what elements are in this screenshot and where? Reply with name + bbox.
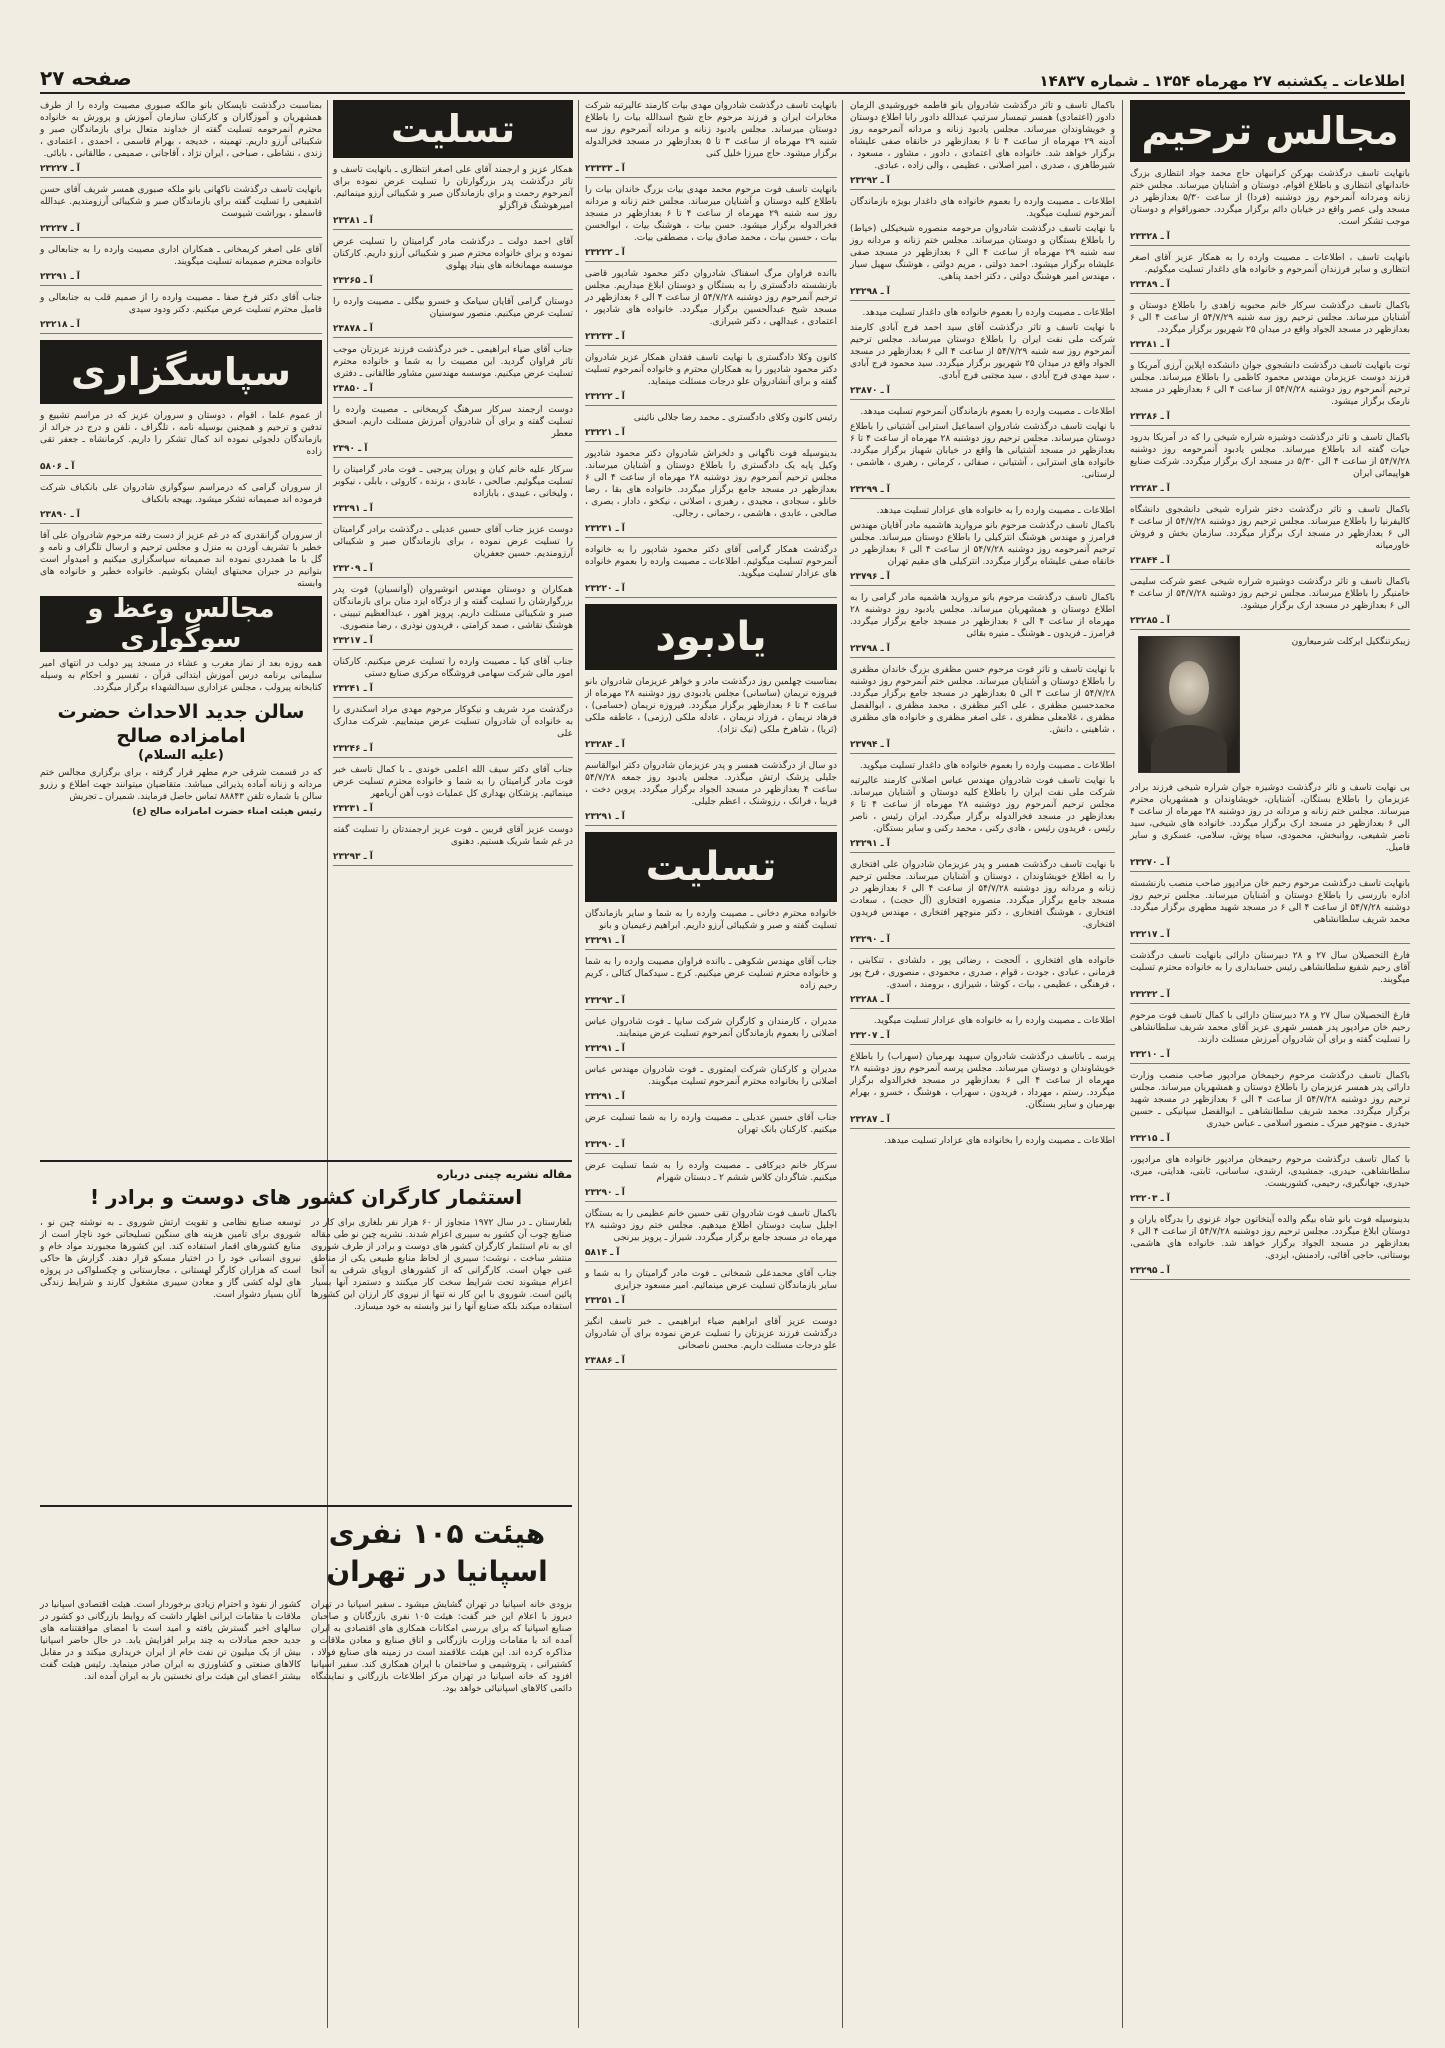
notice-code: آ ـ ۲۳۲۹۹ [850, 484, 1115, 499]
header-rule [40, 92, 1405, 94]
notice-code: آ ـ ۲۳۲۳۱ [585, 523, 837, 538]
notice-code: آ ـ ۲۳۲۹۱ [850, 838, 1115, 853]
notice-code: آ ـ ۲۳۲۱۰ [1130, 1049, 1410, 1064]
notice-text: اطلاعات ـ مصیبت وارده را بعموم بازماندگان آنمرحوم تسلیت میدهد. [860, 407, 1115, 417]
article-china [40, 1160, 572, 1313]
notice-text: باکمال تاسف و تاثر درگذشت دوشیزه شراره شیخی عضو شرکت سلیمی خامنیگر را باطلاع میرساند. مجلس ترحیم روز دوشنبه ۵۴/۷/۲۸ از ساعت ۴ الی ۶ بعدازظهر در مسجد ارک برگزار میشود. [1130, 577, 1410, 611]
article-spain-body: بزودی خانه اسپانیا در تهران گشایش میشود ـ سفیر اسپانیا در تهران دیروز با اعلام این خبر گفت: هیئت ۱۰۵ نفری بازرگانان و صاحبان صنایع اسپانیا که برای بررسی امکانات همکاری های اقتصادی به ایران آمده اند با مقامات وزارت بازرگانی و اتاق صنایع و معادن ملاقات و مذاکره کرده اند. این هیئت علاقمند است در زمینه های صنایع فولاد ، کشتیرانی ، پتروشیمی و ساختمان با ایران همکاری کند. سفیر اسپانیا افزود که خانه اسپانیا در تهران مرکز اطلاعات بازرگانی و نمایشگاه دائمی کالاهای اسپانیائی خواهد بود. [311, 1600, 572, 1694]
notice-code: آ ـ ۲۳۸۷۸ [333, 323, 573, 338]
notice-text: سرکار علیه خانم کیان و پوران پیرجیی ـ فوت مادر گرامیتان را تسلیت میگوئیم. صالحی ، عابدی ، بزنده ، کاروئی ، بابلی ، نیکوبر ، ولیخانی ، عیبدی ، بابازاده [333, 465, 573, 499]
notice-code: آ ـ ۲۳۲۹۵ [1130, 1265, 1410, 1280]
column-rule [1122, 100, 1123, 2028]
notice-text: جناب آقای حسین عدیلی ـ مصیبت وارده را به شما تسلیت عرض میکنیم. کارکنان بانک تهران [585, 1113, 837, 1135]
notice-code: آ ـ ۲۳۲۹۰ [585, 1139, 837, 1154]
notice-text: درگذشت مرد شریف و نیکوکار مرحوم مهدی مراد اسکندری را به خانواده آن شادروان تسلیت عرض مینماییم. شرکت مدارک علی [333, 705, 573, 739]
notice-text: بمناسبت درگذشت ناپسکان بانو مالکه صبوری مصیبت وارده را از طرف همشهریان و آموزگاران و کارکنان سازمان آموزش و پرورش به خانواده محترم آنمرحومه تسلیت گفته از خداوند متعال برای بازماندگان صبر و شکیبائی آرزو داریم. تهمینه ، خدیجه ، بهرام قاسمی ، احمدی ، اعتمادی ، زندی ، نشاطی ، صباحی ، ایران نژاد ، آقاجانی ، صمیمی ، طالقانی ، بابائی. [40, 101, 322, 159]
notice-code: آ ـ ۲۳۹۰ [333, 443, 573, 458]
notice-code: آ ـ ۲۳۲۱۸ [40, 319, 322, 334]
notice-code: آ ـ ۲۳۲۹۸ [850, 286, 1115, 301]
notice-text: باکمال تاسف و تاثر درگذشت شادروان بانو فاطمه خوروشیدی الزمان دادور (اعتمادی) همسر تیمسار سرتیپ عبدالله دادور رابا اطلاع دوستان و خویشاوندان میرساند. مجلس یادبود زنانه و مردانه آنمرحومه روز آدینه ۲۹ مهرماه از ساعت ۴ تا ۶ بعدازظهر در خانقاه صفی علیشاه برگزار خواهد شد. خانواده های اعتمادی ، دادور ، مشاور ، مسعود ، شیرطاهری ، صدری ، امیر اصلانی ، عظیمی ، والی زاده ، عبادی. [850, 101, 1116, 171]
notice-code: آ ـ ۲۳۳۳۳ [585, 163, 837, 178]
notice-text: اطلاعات ـ مصیبت وارده را بعموم خانواده های داغدار تسلیت میدهد. [862, 308, 1115, 318]
notice-text: که در قسمت شرقی حرم مطهر قرار گرفته ، برای برگزاری مجالس ختم مردانه و زنانه آماده پذیرائی میباشد. متقاضیان میتوانند جهت اطلاع و رزرو سالن با شماره تلفن ۸۸۸۴۳ تماس حاصل فرمایند. شمیران ـ تجریش [40, 768, 322, 802]
column-rule [578, 100, 579, 2028]
notice-code: آ ـ ۲۳۲۹۰ [585, 1187, 837, 1202]
notice-text: همکار عزیز و ارجمند آقای علی اصغر انتظاری ـ بانهایت تاسف و تاثر درگذشت پدر بزرگوارتان را تسلیت عرض نموده برای آنمرحوم رحمت و برای بازماندگان صبر و شکیبائی آرزو مینمائیم. امیرهوشنگ قراگزلو [333, 165, 573, 211]
page-number: صفحه ۲۷ [40, 66, 132, 90]
notice-text: با نهایت تاسف درگذشت همسر و پدر عزیزمان شادروان علی افتخاری را به اطلاع خویشاوندان ، دوستان و آشنایان میرساند. مجلس ترحیم زنانه و مردانه روز دوشنبه ۵۴/۷/۲۸ از ساعت ۴ الی ۶ بعدازظهر در مسجد جامع برگزار میگردد. منصوره افتخاری (آل حجت) ، سعادت افتخاری ، هوشنگ افتخاری ، دکتر منوچهر افتخاری ، مهندس فریدون افتخاری. [850, 860, 1116, 930]
notice-text: فارغ التحصیلان سال ۲۷ و ۲۸ دبیرستان دارائی با کمال تاسف فوت مرحوم رحیم خان مرادپور پدر همسر شهری عزیز آقای محمد شریف سلطانشاهی را تسلیت گفته و برای آن شادروان آمرزش مسئلت دارند. [1130, 1011, 1410, 1045]
notice-code: آ ـ ۲۳۸۸۶ [585, 1355, 837, 1370]
notice-code: آ ـ ۲۳۲۹۱ [585, 811, 837, 826]
notice-list [333, 164, 573, 866]
notice-code: آ ـ ۲۳۲۰۷ [850, 1030, 1115, 1045]
notice-text: باکمال تاسف و تاثر درگذشت دوشیزه شراره شیخی را که در آمریکا بدرود حیات گفته اند باطلاع میرساند. مجلس یادبود آنمرحومه روز دوشنبه ۵۴/۷/۲۸ از ساعت ۴ الی ۵/۳۰ در مسجد ارک برگزار میگردد. شرکت صنایع هواپیمائی ایران [1130, 433, 1411, 479]
notice-text: بدینوسیله فوت ناگهانی و دلخراش شادروان دکتر محمود شادپور وکیل پایه یک دادگستری را باطلاع دوستان و آشنایان میرساند. مجلس ترحیم آنمرحوم روز دوشنبه ۲۸ مهرماه از ساعت ۴ الی ۶ بعدازظهر در مسجد جامع برگزار میگردد. خانواده های بقا ، رضا خانلو ، سجادی ، مجیدی ، رهبری ، اصلانی ، نیکخو ، دادار ، بصری ، صالحی ، عابدی ، هاشمی ، رحمانی ، رجالی. [585, 449, 837, 519]
column-rule [327, 100, 328, 2028]
notice-text: پرسه ـ باتاسف درگذشت شادروان سپهبد بهرمیان (سهراب) را باطلاع خویشاوندان و دوستان میرساند. مجلس پرسه آنمرحوم روز دوشنبه ۲۸ مهرماه از ساعت ۴ الی ۶ بعدازظهر در مسجد فخرالدوله برگزار میگردد. رستم ، مهرداد ، فریدون ، سهراب ، هوشنگ ، خسرو ، بهرام بهرمیان و سایر بستگان. [850, 1052, 1115, 1110]
notice-text: بانهایت تاسف درگذشت ناکهانی بانو ملکه صبوری همسر شریف آقای حسن اشفیعی را تسلیت گفته برای بازماندگان صبر و شکیبائی آرزومندیم. عبدالله قاسملو ، بوراشت شیوست [40, 185, 322, 219]
notice-text: درگذشت همکار گرامی آقای دکتر محمود شادپور را به خانواده آنمرحوم تسلیت میگوئیم. اطلاعات ـ مصیبت وارده را بعموم خانواده های عزادار تسلیت میگوید. [585, 545, 837, 579]
notice-code: آ ـ ۲۳۲۸۴ [585, 739, 837, 754]
issue-info: اطلاعات ـ یکشنبه ۲۷ مهرماه ۱۳۵۴ ـ شماره ۱۴۸۳۷ [1039, 72, 1405, 90]
notice-code: آ ـ ۲۳۲۳۷ [40, 223, 322, 238]
notice-text: آقای علی اصغر کریمخانی ـ همکاران اداری مصیبت وارده را به جنابعالی و خانواده محترم صمیمانه تسلیت میگویند. [40, 245, 322, 267]
notice-text: اطلاعات ـ مصیبت وارده را بخانواده های عزادار تسلیت میدهد. [884, 1136, 1115, 1146]
notice-text: همکاران و دوستان مهندس انوشیروان (آوانسیان) فوت پدر بزرگوارشان را تسلیت گفته و از درگاه ایزد منان برای بازماندگان صبر و شکیبائی مسئلت داریم. پرویز اهور ، عبدالعظیم تبیینی ، هوشنگ نقاشی ، صمد کرامتی ، فریدون نوذری ، رضا منصوری. [333, 585, 573, 631]
notice-text: بمناسبت چهلمین روز درگذشت مادر و خواهر عزیزمان شادروان بانو فیروزه نریمان (ساسانی) مجلس یادبودی روز دوشنبه ۲۸ مهرماه از ساعت ۴ تا ۶ بعدازظهر برگزار میگردد. فیروزه نریمان (حسامی) ، فرهاد نریمان ، فرزاد نریمان ، عادله ملکی (رزمی) ، عاطفه ملکی (ثریا) ، شاهرخ ملکی (نیک نژاد). [585, 677, 837, 735]
notice-code: آ ـ ۲۳۲۳۱ [333, 803, 573, 818]
column-rule [842, 100, 843, 2028]
notice-text: بانهایت تاسف درگذشت شادروان مهدی بیات کارمند عالیرتبه شرکت مخابرات ایران و فرزند مرحوم حاج شیخ اسدالله بیات را باطلاع دوستان میرساند. مجلس یادبود زنانه و مردانه آنمرحوم روز سه شنبه ۲۹ مهرماه از ساعت ۳ تا ۵ بعدازظهر در مسجد فخرالدوله برگزار میشود. حاج میرزا خلیل کنی [585, 101, 837, 159]
notice-code: آ ـ ۲۳۲۴۱ [333, 683, 573, 698]
notice-text: خانواده های افتخاری ، آلحجت ، رضائی پور ، دلشادی ، تنکابنی ، فرمانی ، عبادی ، جودت ، قوام ، صدری ، محمودی ، منصوری ، فرخ پور ، فرهنگی ، عظیمی ، بیات ، کوشا ، شیرازی ، برومند ، اسدی. [850, 956, 1115, 990]
notice-code: آ ـ ۵۸۰۶ [40, 461, 322, 476]
notice-text: جناب آقای کیا ـ مصیبت وارده را تسلیت عرض میکنیم. کارکنان امور مالی شرکت سهامی فروشگاه مرکزی صنایع دستی [333, 657, 573, 679]
notice-code: آ ـ ۲۳۲۱۵ [1130, 1133, 1410, 1148]
notice-code: آ ـ ۲۳۲۲۰ [585, 583, 837, 598]
photo-block [1130, 636, 1410, 776]
notice-text: جناب آقای دکتر سیف الله اعلمی خوندی ـ با کمال تاسف خبر فوت مادر گرامیتان را به شما و خانواده محترم تسلیت عرض مینمائیم. پزشکان بهداری کل عملیات ذوب آهن آریامهر [333, 765, 573, 799]
notice-text: با نهایت تاسف درگذشت شادروان مرحومه منصوره شیخیکلی (خیاط) را باطلاع بستگان و دوستان میرساند. مجلس ختم زنانه و مردانه روز سه شنبه ۲۹ مهرماه از ساعت ۴ الی ۶ بعدازظهر در مسجد صفی علیشاه برگزار میشود. احمد دولتی ، مریم دولتی ، هوشنگ سهیل سیار ، مهندس امیر هوشنگ دولتی ، دکتر احمد پناهی. [850, 224, 1116, 282]
notice-code: آ ـ ۵۸۱۴ [585, 1247, 837, 1262]
notice-code: آ ـ ۲۳۸۹۰ [40, 509, 322, 524]
notice-code: آ ـ ۲۳۲۴۶ [333, 743, 573, 758]
notice-code: آ ـ ۲۳۲۲۷ [40, 163, 322, 178]
notice-code: آ ـ ۲۳۷۹۶ [850, 571, 1115, 586]
notice-code: آ ـ ۲۳۳۸۹ [1130, 279, 1410, 294]
page-header [40, 60, 1405, 90]
notice-list [585, 100, 837, 598]
article-spain [40, 1505, 572, 1695]
notice-code: آ ـ ۲۳۲۸۸ [850, 994, 1115, 1009]
column-majales-tarhim [1130, 100, 1410, 1286]
notice-code: آ ـ ۲۳۲۰۳ [1130, 1193, 1410, 1208]
notice-text: همه روزه بعد از نماز مغرب و عشاء در مسجد پیر دولب در انتهای امیر سلیمانی برنامه درس آموزش ابتدائی قرآن ، تفسیر و احکام به وسیله کتابخانه پیرولب ، مجلس عزاداری سیدالشهداء برگزار میگردد. [40, 659, 322, 693]
notice-text: دوست عزیز آقای قربین ـ فوت عزیز ارجمندتان را تسلیت گفته در غم شما شریک هستیم. دهنوی [333, 825, 573, 847]
notice-code: آ ـ ۲۳۲۳۳ [585, 331, 837, 346]
notice-text: خانواده محترم دخانی ـ مصیبت وارده را به شما و سایر بازماندگان تسلیت گفته و صبر و شکیبائی آرزو داریم. ابراهیم زعیمیان و بانو [585, 909, 837, 931]
notice-text: بانهایت تاسف درگذشت بهرکن کرانبهان حاج محمد جواد انتظاری بزرگ خاندانهای انتظاری و باطلاع اقوام، دوستان و آشنایان میرساند. مجلس ختم زنانه ومردانه آنمرحوم روز دوشنبه (فردا) از ساعت ۵/۳۰ بعدازظهر در مسجد ولی عصر واقع در خیابان دائم برگزار میگردد. حضوراقوام و دوستان موجب تشکر است. [1130, 169, 1410, 227]
notice-text: باکمال تاسف درگذشت مرحوم بانو مروارید هاشمیه مادر گرامی را به اطلاع دوستان و همشهریان میرساند. مجلس یادبود روز دوشنبه ۲۸ مهرماه از ساعت ۴ الی ۶ بعدازظهر در مسجد جامع برگزار میگردد. فرامرز ـ فریدون ـ هوشنگ ـ منیره بقائی [850, 593, 1115, 639]
notice-code: آ ـ ۲۳۲۸۳ [1130, 483, 1410, 498]
section-banner-yadbood: یادبود [585, 604, 837, 670]
notice-text: با نهایت تاسف و تاثر درگذشت آقای سید احمد فرج آبادی کارمند شرکت ملی نفت ایران را باطلاع دوستان میرساند. مجلس ترحیم آنمرحوم روز سه شنبه ۵۴/۷/۲۹ از ساعت ۴ الی ۶ بعدازظهر در مسجد الجواد واقع در میدان ۲۵ شهریور برگزار میگردد. سید محمود فرج آبادی ، سید مهدی فرج آبادی ، سید مجتبی فرج آبادی. [850, 323, 1116, 381]
notice-code: آ ـ ۲۳۲۵۱ [585, 1295, 837, 1310]
heading-imamzadeh-saleh-sub: (علیه السلام) [138, 748, 224, 763]
notice-code: آ ـ ۲۳۲۹۱ [333, 503, 573, 518]
notice-text: رئیس کانون وکلای دادگستری ـ محمد رضا جلالی نائینی [633, 413, 837, 423]
notice-text: باکمال تاسف درگذشت سرکار خانم محبوبه زاهدی را باطلاع دوستان و آشنایان میرساند. مجلس ترحیم روز سه شنبه ۵۴/۷/۲۹ از ساعت ۴ الی ۶ بعدازظهر در مسجد الجواد واقع در میدان ۲۵ شهریور برگزار میگردد. [1130, 301, 1411, 335]
notice-text: کانون وکلا دادگستری با نهایت تاسف فقدان همکار عزیز شادروان دکتر محمود شادپور را به همکاران محترم و خانواده آنمرحوم تسلیت گفته و برای آنشادروان علو درجات مسئلت مینماید. [585, 353, 837, 387]
notice-list [40, 410, 322, 590]
notice-code: آ ـ ۲۳۲۹۱ [585, 1043, 837, 1058]
section-banner-tasliat-top: تسلیت [333, 100, 573, 158]
notice-code: آ ـ ۲۳۲۹۰ [850, 934, 1115, 949]
notice-text: بانهایت تاسف ، اطلاعات ـ مصیبت وارده را به همکار عزیز آقای اصغر انتظاری و سایر فرزندان آنمرحوم و خانواده های داغدار تسلیت میگوئیم. [1130, 253, 1410, 275]
notice-text: دو سال از درگذشت همسر و پدر عزیزمان شادروان دکتر ابوالقاسم جلیلی پزشک ارتش میگذرد. مجلس یادبود روز جمعه ۵۴/۷/۲۸ ساعت ۴ بعدازظهر در مسجد الجواد برگزار میگردد. پروین دخت ، فریبا ، فرانک ، رزوشنک ، اعظم جلیلی. [585, 761, 837, 807]
notice-code: آ ـ ۲۳۲۰۹ [333, 563, 573, 578]
notice-text: اطلاعات ـ مصیبت وارده را به خانواده های عزادار تسلیت میگوید. [873, 1016, 1115, 1026]
notice-text: باکمال تاسف فوت شادروان تقی حسین خانم عظیمی را به بستگان اجلیل سایت دوستان اطلاع میدهیم. مجلس ختم روز دوشنبه ۲۸ مهرماه در مسجد جامع برگزار میگردد. شیراز ـ پرویز بیرنجی [585, 1209, 837, 1243]
notice-code: آ ـ ۲۳۳۲۸ [1130, 231, 1410, 246]
notice-code: آ ـ ۲۳۲۹۳ [333, 851, 573, 866]
notice-text: مدیران ، کارمندان و کارگران شرکت سایپا ـ فوت شادروان عباس اصلانی را بعموم بازماندگان آنمرحوم تسلیت عرض مینمایند. [585, 1017, 837, 1039]
section-banner-sepasgozari: سپاسگزاری [40, 340, 322, 404]
notice-text: توت بانهایت تاسف درگذشت دانشجوی جوان دانشکده اپلاین آرزی آمریکا و فرزند دوست عزیزمان مهندس محمود کاظمی را باطلاع میرساند. مجلس ترحیم آنمرحوم روز دوشنبه ۵۴/۷/۲۸ از ساعت ۴ الی ۶ بعدازظهر در مسجد نارمک برگزار میشود. [1130, 361, 1411, 407]
notice-text: جناب آقای دکتر فرخ صفا ـ مصیبت وارده را از صمیم قلب به جنابعالی و فامیل محترم تسلیت عرض میکنیم. دکتر ودود سیدی [40, 293, 322, 315]
article-spain-title: هیئت ۱۰۵ نفری اسپانیا در تهران [326, 1517, 548, 1588]
notice-text: باکمال تاسف درگذشت مرحوم بانو مروارید هاشمیه مادر آقایان مهندس فرامرز و مهندس هوشنگ انترکیلی را باطلاع دوستان میرساند. مجلس ترحیم آنمرحومه روز دوشنبه ۵۴/۷/۲۸ از ساعت ۴ الی ۶ بعدازظهر در خانقاه صفی علیشاه برگزار میگردد. انترکیلی های مقیم تهران [850, 521, 1115, 567]
notice-text: دوست عزیز جناب آقای حسین عدیلی ـ درگذشت برادر گرامیتان را تسلیت عرض نموده ، برای بازماندگان صبر و شکیبائی آرزومندیم. حسین جعفریان [333, 525, 573, 559]
notice-text: فارغ التحصیلان سال ۲۷ و ۲۸ دبیرستان دارائی بانهایت تاسف درگذشت آقای رحیم شفیع سلطانشاهی رئیس حسابداری را به خانواده محترم تسلیت میگویند. [1130, 951, 1410, 985]
notice-list [1130, 168, 1410, 630]
notice-text: باکمال تاسف و تاثر درگذشت دختر شراره شیخی دانشجوی دانشگاه کالیفرنیا را باطلاع میرساند. مجلس ترحیم روز دوشنبه ۵۴/۷/۲۸ از ساعت ۴ الی ۶ بعدازظهر در مسجد ارک برگزار میگردد. سازمان بخش و فروش خاورمیانه [1130, 505, 1410, 551]
article-kicker: مقاله نشریه چینی درباره [436, 1168, 572, 1181]
section-banner-tasliat: تسلیت [585, 832, 837, 902]
notice-list [40, 658, 322, 694]
notice-code: آ ـ ۲۳۲۷۰ [1130, 857, 1410, 872]
notice-text: با نهایت تاسف و تاثر فوت مرحوم حسن مظفری بزرگ خاندان مظفری را باطلاع دوستان و آشنایان میرساند. مجلس ختم آنمرحوم روز دوشنبه ۵۴/۷/۲۸ از ساعت ۳ الی ۵ بعدازظهر در مسجد جامع برگزار میگردد. محمدحسین مظفری ، علی اکبر مظفری ، محمد مظفری ، ابوالفضل مظفری ، غلامعلی مظفری ، علی اصغر مظفری و خانواده های مظفری ، شاهینی ، دانش. [850, 665, 1116, 735]
column-5 [40, 100, 322, 821]
notice-code: آ ـ ۲۳۲۸۱ [333, 215, 573, 230]
notice-code: آ ـ ۲۳۸۵۰ [333, 383, 573, 398]
section-banner-vaz: مجالس وعظ و سوگواری [40, 596, 322, 652]
notice-text: از سروران گرانقدری که در غم عزیز از دست رفته مرحوم شادروان علی آقا خطیر با تشریف آوردن به منزل و مجلس ترحیم و ارسال تلگراف و نامه و گل با ما همدردی نموده اند صمیمانه سپاسگزاری میکنیم و امیدوار است بتوانیم در جبران محبتهای ایشان بکوشیم. خانواده خطیر و خانواده های وابسته [40, 531, 322, 589]
notice-text: بانهایت تاسف درگذشت مرحوم رحیم خان مرادپور صاحب منصب بازنشسته اداره بازرسی را باطلاع دوستان و آشنایان میرساند. مجلس ترحیم روز دوشنبه ۵۴/۷/۲۸ از ساعت ۴ الی ۶ در مسجد شهید مطهری برگزار میگردد. محمد شریف سلطانشاهی [1130, 879, 1411, 925]
notice-text: باانده فراوان مرگ اسفناک شادروان دکتر محمود شادپور قاضی بازنشسته دادگستری را به بستگان و دوستان ابلاغ میداریم. مجلس ترحیم آنمرحوم روز دوشنبه ۵۴/۷/۲۸ از ساعت ۴ الی ۶ بعدازظهر در مسجد شیخ عبدالحسین برگزار میگردد. خانواده های شادپور ، اعتمادی ، عبدالهی ، دکتر شیرازی. [585, 269, 837, 327]
notice-list [585, 908, 837, 1370]
section-banner-majales-tarhim: مجالس ترحیم [1130, 100, 1410, 162]
notice-code: آ ـ ۲۳۸۷۰ [850, 385, 1115, 400]
notice-text: دوست ارجمند سرکار سرهنگ کریمخانی ـ مصیبت وارده را تسلیت گفته و برای آن شادروان آمرزش مسئلت داریم. اسحق معطر [333, 405, 573, 439]
notice-text: سرکار خانم دیرکافی ـ مصیبت وارده را به شما تسلیت عرض میکنیم. شاگردان کلاس ششم ۲ ـ دبستان شهرام [585, 1161, 837, 1183]
notice-text: جناب آقای مهندس شکوهی ـ باانده فراوان مصیبت وارده را به شما و خانواده محترم تسلیت عرض میکنیم. کرج ـ سیدکمال کتالی ، کریم رحیم زاده [585, 957, 837, 991]
article-title: استثمار کارگران کشور های دوست و برادر ! [89, 1185, 523, 1209]
notice-text: اطلاعات ـ مصیبت وارده را به خانواده های عزادار تسلیت میدهد. [876, 506, 1115, 516]
notice-text: دوست عزیز آقای ابراهیم ضیاء ابراهیمی ـ خبر تاسف انگیز درگذشت فرزند عزیزتان را تسلیت عرض نموده برای آن شادروان علو درجات مسئلت داریم. محسن ناصحانی [585, 1317, 837, 1351]
notice-text: دوستان گرامی آقایان سیامک و خسرو بیگلی ـ مصیبت وارده را تسلیت عرض میکنیم. منصور سوسنیان [333, 297, 573, 319]
notice-code: آ ـ ۲۳۲۳۲ [1130, 989, 1410, 1004]
portrait-photo [1138, 636, 1240, 773]
article-body-right: بلغارستان ـ در سال ۱۹۷۲ متجاوز از ۶۰ هزار نفر بلغاری برای کار در صنایع چوب آن کشور به سیبری اعزام شدند. نشریه چین نو طی مقاله ای به نام استثمار کارگران کشور های دوست و برادر از طرف شوروی منتشر ساخت ، نوشت: سیبری از لحاظ منابع طبیعی یکی از مناطق غنی جهان است. کارگرانی که از کشورهای اروپای شرقی به آنجا اعزام میشوند تحت شرایط سخت کار میکنند و دستمزد آنها بسیار پائین است. شوروی با این کار نه تنها از نیروی کار ارزان این کشورها استفاده میکند بلکه صنایع آنها را نیز وابسته به خود میسازد. [311, 1218, 573, 1312]
notice-list [40, 100, 322, 334]
article-spain-body2: کشور از نفوذ و احترام زیادی برخوردار است. هیئت اقتصادی اسپانیا در ملاقات با مقامات ایرانی اظهار داشت که روابط بازرگانی دو کشور در سالهای اخیر گسترش یافته و امید است با امضای موافقتنامه های جدید حجم مبادلات به چند برابر افزایش یابد. در حال حاضر اسپانیا بیش از یک میلیون تن نفت خام از ایران خریداری میکند و در مقابل کالاهای صنعتی و کشاورزی به ایران صادر مینماید. رئیس هیئت گفت بیشتر اعضای این هیئت برای نخستین بار به ایران آمده اند. [40, 1600, 301, 1682]
notice-text: بی نهایت تاسف و تاثر درگذشت دوشیزه جوان شراره شیخی فرزند برادر عزیزمان را باطلاع بستگان، آشنایان، خویشاوندان و همشهریان محترم میرساند. مجلس ختم زنانه و مردانه در روز دوشنبه ۲۸ مهرماه از ساعت ۴ الی ۶ بعدازظهر در مسجد ارک برگزار میگردد. خانواده های شیخی، سید ناصر شفیعی، روانبخش، محمودی، سیاه پوش، سلامی، عسکری و سایر فامیل. [1130, 783, 1411, 853]
notice-text: اطلاعات ـ مصیبت وارده را بعموم خانواده های داغدار تسلیت میگوید. [859, 761, 1115, 771]
article-body-left: توسعه صنایع نظامی و تقویت ارتش شوروی ـ به نوشته چین نو ، شوروی برای تامین هزینه های سنگین تسلیحاتی خود ناچار است از منابع کشورهای اقمار استفاده کند. این کشورها مجبورند مواد خام و نیروی انسانی خود را در اختیار مسکو قرار دهند. گزارش ها حاکی است که هزاران کارگر لهستانی ، مجارستانی و چکسلواکی در پروژه های لوله کشی گاز و معادن سیبری مشغول کارند و شرایط زندگی آنان بسیار دشوار است. [40, 1218, 301, 1300]
notice-code: آ ـ ۲۳۲۸۶ [1130, 411, 1410, 426]
notice-code: آ ـ ۲۳۸۴۴ [1130, 555, 1410, 570]
photo-caption: زیبکرتنگکیل ایرکلت شرمیعارون [1291, 637, 1410, 647]
notice-code: آ ـ ۲۳۲۱۷ [333, 635, 573, 650]
notice-text: اطلاعات ـ مصیبت وارده را بعموم خانواده های داغدار بویژه بازماندگان آنمرحوم تسلیت میگوید. [850, 197, 1115, 219]
notice-text: با نهایت تاسف درگذشت شادروان اسماعیل استرابی آشتیانی را باطلاع دوستان میرساند. مجلس ترحیم روز دوشنبه ۲۸ مهرماه از ساعت ۴ تا ۶ بعدازظهر در مسجد آشتیانی ها واقع در خیابان شهباز برگزار میگردد. خانواده های استرابی ، آشتیانی ، صفائی ، کرمانی ، رهبری ، هاشمی ، لرستانی. [850, 422, 1115, 480]
notice-code: آ ـ ۲۳۲۸۷ [850, 1114, 1115, 1129]
notice-text: آقای احمد دولت ـ درگذشت مادر گرامیتان را تسلیت عرض نموده و برای خانواده محترم صبر و شکیبائی آرزو داریم. کارکنان موسسه مهمانخانه های بنیاد پهلوی [333, 237, 573, 271]
notice-code: آ ـ ۲۳۲۸۵ [1130, 615, 1410, 630]
notice-text: از عموم علما ، اقوام ، دوستان و سروران عزیز که در مراسم تشییع و تدفین و ترحیم و همچنین بوسیله نامه ، تلگراف ، تلفن و درج در جرائد از بازماندگان دلجوئی نموده اند کمال تشکر را داریم. کرمانشاه ـ جعفر تقی زاده [40, 411, 322, 457]
notice-text: بدینوسیله فوت بانو شاه بیگم والده آیتخاتون جواد غزنوی را بدرگاه یاران و دوستان ابلاغ میگردد. مجلس ترحیم روز دوشنبه ۵۴/۷/۲۸ از ساعت ۴ الی ۶ بعدازظهر در مسجد الجواد برگزار خواهد شد. خانواده های هاشمی، بوستانی، حاجی آقائی، رادمنش، ایزدی. [1130, 1215, 1410, 1261]
notice-text: بانهایت تاسف فوت مرحوم محمد مهدی بیات بزرگ خاندان بیات را باطلاع کلیه دوستان و آشنایان میرساند. مجلس ختم زنانه و مردانه روز سه شنبه ۲۹ مهرماه از ساعت ۴ تا ۶ بعدازظهر در مسجد فخرالدوله برگزار میشود. حسن بیات ، هوشنگ بیات ، ابوالحسن بیات ، حسین بیات ، محمد صادق بیات ، مصطفی بیات. [585, 185, 837, 243]
notice-list [1130, 782, 1410, 1280]
notice-code: آ ـ ۲۳۲۲۲ [585, 247, 837, 262]
notice-code: آ ـ ۲۳۷۹۴ [850, 739, 1115, 754]
notice-text: از سروران گرامی که درمراسم سوگواری شادروان علی بانکباف شرکت فرموده اند صمیمانه تشکر میشود. بهیجه بانکباف [40, 483, 322, 505]
notice-list [40, 767, 322, 818]
notice-list [585, 676, 837, 826]
notice-code: آ ـ ۲۳۲۹۲ [585, 995, 837, 1010]
notice-text: جناب آقای ضیاء ابراهیمی ـ خبر درگذشت فرزند عزیزتان موجب تاثر فراوان گردید. این مصیبت را به شما و خانواده محترم تسلیت عرض میکنیم. موسسه مهندسین مشاور طالقانی ـ دفتری [333, 345, 573, 379]
column-4 [333, 100, 573, 872]
notice-text: با کمال تاسف درگذشت مرحوم رحیمخان مرادپور خانواده های مرادپور، سلطانشاهی، حیدری، جمشیدی، ارشدی، ساسانی، ثابتی، هدایتی، میری، حیدری، جهانگیری، رحیمی، کشوریست. [1130, 1155, 1410, 1189]
heading-imamzadeh-saleh: سالن جدید الاحداث حضرت امامزاده صالح [57, 701, 305, 747]
notice-text: مدیران و کارکنان شرکت ایمتوری ـ فوت شادروان مهندس عباس اصلانی را بخانواده محترم آنمرحوم تسلیت میگویند. [585, 1065, 837, 1087]
notice-code: آ ـ ۲۳۲۶۵ [333, 275, 573, 290]
notice-code: آ ـ ۲۳۲۹۲ [850, 175, 1115, 190]
notice-code: آ ـ ۲۳۲۱۷ [1130, 929, 1410, 944]
notice-code: آ ـ ۲۳۲۲۲ [585, 391, 837, 406]
notice-code: آ ـ ۲۳۲۹۱ [585, 1091, 837, 1106]
notice-text: جناب آقای محمدعلی شمخانی ـ فوت مادر گرامیتان را به شما و سایر بازماندگان تسلیت عرض مینمائیم. امیر مسعود جزایری [585, 1269, 837, 1291]
notice-code: آ ـ ۲۳۲۸۱ [1130, 339, 1410, 354]
column-2 [850, 100, 1115, 1150]
notice-text: باکمال تاسف درگذشت مرحوم رحیمخان مرادپور صاحب منصب وزارت دارائی پدر همسر عزیزمان را باطلاع دوستان و همشهریان میرساند. مجلس ترحیم روز دوشنبه ۵۴/۷/۲۸ از ساعت ۴ الی ۶ بعدازظهر در مسجد شهید برگزار میگردد. محمد شریف سلطانشاهی ـ ابوالفضل سپانیکی ـ حسین حیدری ـ منوچهر میرک ـ منصور اسلامی ـ عباس حیدری [1130, 1071, 1411, 1129]
notice-code: آ ـ ۲۳۲۹۱ [585, 935, 837, 950]
notice-list [850, 100, 1115, 1147]
notice-code: آ ـ ۲۳۲۲۱ [585, 427, 837, 442]
notice-text: رئیس هیئت امناء حضرت امامزاده صالح (ع) [132, 807, 322, 817]
notice-code: آ ـ ۲۳۷۹۸ [850, 643, 1115, 658]
column-3 [585, 100, 837, 1376]
notice-text: با نهایت تاسف فوت شادروان مهندس عباس اصلانی کارمند عالیرتبه شرکت ملی نفت ایران را باطلاع کلیه دوستان و آشنایان میرساند. مجلس ترحیم آنمرحوم روز دوشنبه ۲۸ مهرماه از ساعت ۴ تا ۶ بعدازظهر در مسجد فخرالدوله برگزار میگردد. ایران رئیس ، ناصر رئیس ، فریدون رئیس ، هادی رکنی ، محمد رکنی و سایر بستگان. [850, 776, 1116, 834]
notice-code: آ ـ ۲۳۲۹۱ [40, 271, 322, 286]
